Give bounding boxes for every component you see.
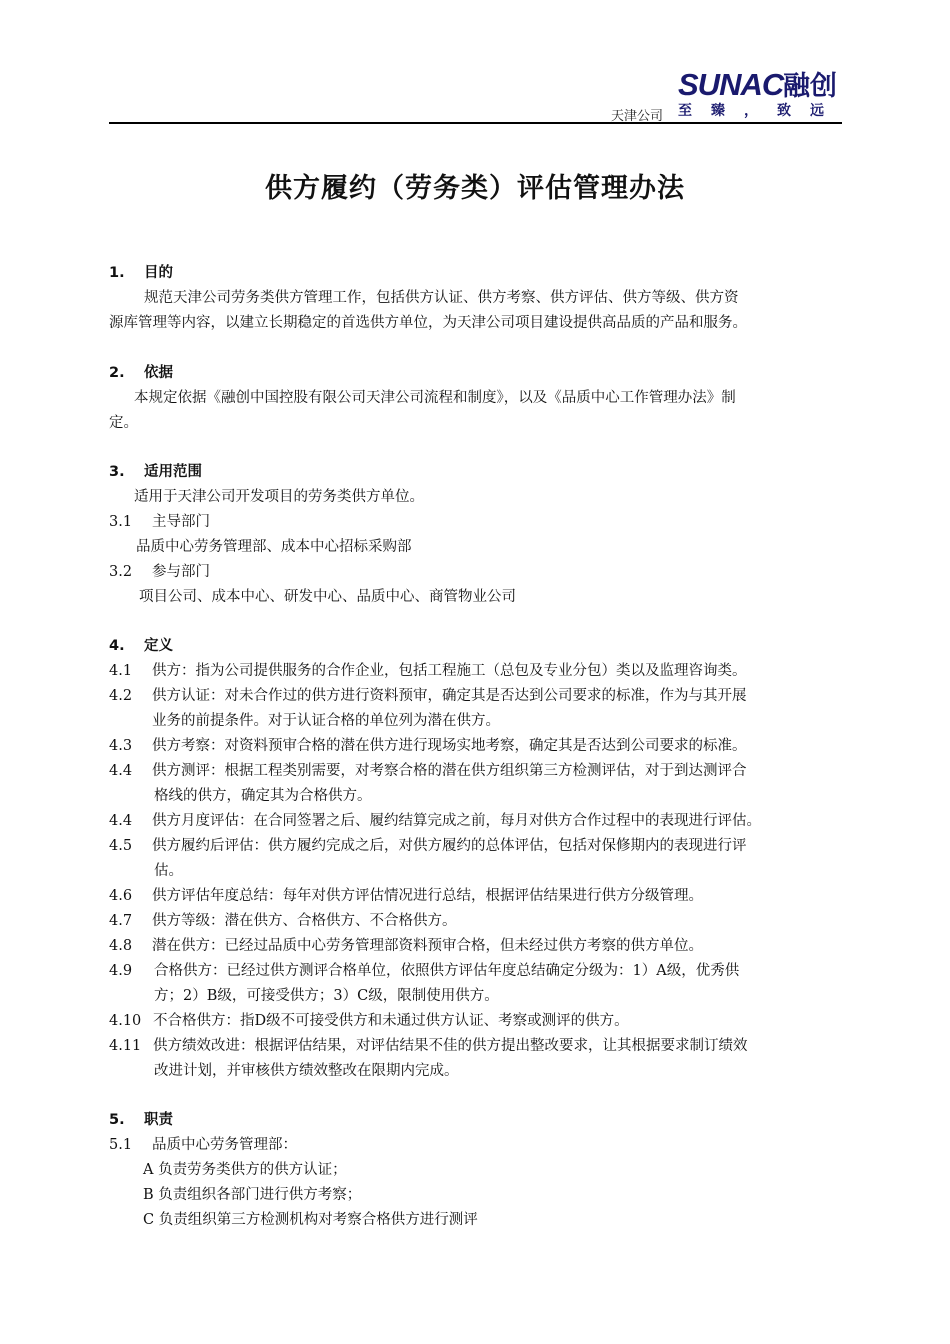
- definition-text: 供方：指为公司提供服务的合作企业，包括工程施工（总包及专业分包）类以及监理咨询类。: [152, 663, 747, 679]
- section-1-number: 1.: [109, 265, 125, 281]
- definition-text: 供方测评：根据工程类别需要，对考察合格的潜在供方组织第三方检测评估，对于到达测评合: [152, 763, 747, 779]
- definition-number: 4.1: [109, 663, 133, 679]
- definition-text: 合格供方：已经过供方测评合格单位，依照供方评估年度总结确定分级为：1）A级，优秀供: [154, 963, 740, 979]
- section-3-number: 3.: [109, 464, 125, 480]
- logo-slogan: 至臻，致远: [678, 103, 843, 119]
- definition-number: 4.2: [109, 688, 133, 704]
- definition-text: 潜在供方：已经过品质中心劳务管理部资料预审合格，但未经过供方考察的供方单位。: [152, 938, 703, 954]
- section-1-paragraph-line-2: 源库管理等内容，以建立长期稳定的首选供方单位，为天津公司项目建设提供高品质的产品和服务。: [109, 315, 747, 331]
- definition-number: 4.5: [109, 838, 133, 854]
- section-3-2-number: 3.2: [109, 564, 133, 580]
- definition-text-continued: 改进计划，并审核供方绩效整改在限期内完成。: [154, 1063, 459, 1079]
- logo-cn: 融创: [783, 71, 837, 101]
- section-3-2-text: 项目公司、成本中心、研发中心、品质中心、商管物业公司: [139, 589, 516, 605]
- section-4-number: 4.: [109, 638, 125, 654]
- sunac-logo: [678, 67, 842, 119]
- definition-text: 供方认证：对未合作过的供方进行资料预审，确定其是否达到公司要求的标准，作为与其开展: [152, 688, 747, 704]
- definition-text: 供方评估年度总结：每年对供方评估情况进行总结，根据评估结果进行供方分级管理。: [152, 888, 703, 904]
- section-5-1-number: 5.1: [109, 1137, 133, 1153]
- section-3-paragraph: 适用于天津公司开发项目的劳务类供方单位。: [134, 489, 424, 505]
- responsibility-item: B 负责组织各部门进行供方考察；: [143, 1187, 362, 1203]
- section-1-heading: 目的: [144, 265, 173, 281]
- definition-number: 4.9: [109, 963, 133, 979]
- section-5-1-title: 品质中心劳务管理部：: [152, 1137, 297, 1153]
- section-1-paragraph-line-1: 规范天津公司劳务类供方管理工作，包括供方认证、供方考察、供方评估、供方等级、供方资: [144, 290, 739, 306]
- section-3-2-title: 参与部门: [152, 564, 210, 580]
- section-3-1-text: 品质中心劳务管理部、成本中心招标采购部: [136, 539, 412, 555]
- header-rule: [109, 122, 842, 124]
- section-2-number: 2.: [109, 365, 125, 381]
- definition-number: 4.6: [109, 888, 133, 904]
- logo-graphic-icon: [678, 67, 842, 101]
- section-2-paragraph-line-2: 定。: [109, 415, 138, 431]
- definition-text: 供方绩效改进：根据评估结果，对评估结果不佳的供方提出整改要求，让其根据要求制订绩效: [153, 1038, 748, 1054]
- definition-number: 4.3: [109, 738, 133, 754]
- definition-text: 供方等级：潜在供方、合格供方、不合格供方。: [152, 913, 457, 929]
- responsibility-item: A 负责劳务类供方的供方认证；: [143, 1162, 347, 1178]
- section-5-number: 5.: [109, 1112, 125, 1128]
- definition-number: 4.4: [109, 813, 133, 829]
- definition-text: 供方履约后评估：供方履约完成之后，对供方履约的总体评估，包括对保修期内的表现进行评: [152, 838, 747, 854]
- definition-text-continued: 方；2）B级，可接受供方；3）C级，限制使用供方。: [154, 988, 499, 1004]
- definition-number: 4.7: [109, 913, 133, 929]
- definition-number: 4.10: [109, 1013, 142, 1029]
- definition-text: 供方月度评估：在合同签署之后、履约结算完成之前，每月对供方合作过程中的表现进行评估。: [152, 813, 761, 829]
- definition-text-continued: 估。: [154, 863, 183, 879]
- definition-text-continued: 格线的供方，确定其为合格供方。: [154, 788, 372, 804]
- definition-number: 4.4: [109, 763, 133, 779]
- definition-text-continued: 业务的前提条件。对于认证合格的单位列为潜在供方。: [152, 713, 500, 729]
- definition-number: 4.8: [109, 938, 133, 954]
- section-2-paragraph-line-1: 本规定依据《融创中国控股有限公司天津公司流程和制度》，以及《品质中心工作管理办法》制: [134, 390, 736, 406]
- section-5-heading: 职责: [144, 1112, 173, 1128]
- document-title: 供方履约（劳务类）评估管理办法: [265, 173, 685, 204]
- definition-number: 4.11: [109, 1038, 142, 1054]
- header-company: 天津公司: [611, 109, 664, 124]
- definition-text: 供方考察：对资料预审合格的潜在供方进行现场实地考察，确定其是否达到公司要求的标准。: [152, 738, 747, 754]
- section-3-1-number: 3.1: [109, 514, 133, 530]
- section-3-1-title: 主导部门: [152, 514, 210, 530]
- logo-latin: SUNAC: [678, 67, 784, 101]
- responsibility-item: C 负责组织第三方检测机构对考察合格供方进行测评: [143, 1212, 478, 1228]
- definition-text: 不合格供方：指D级不可接受供方和未通过供方认证、考察或测评的供方。: [153, 1013, 629, 1029]
- section-3-heading: 适用范围: [144, 464, 202, 480]
- section-4-heading: 定义: [144, 638, 173, 654]
- section-2-heading: 依据: [144, 365, 173, 381]
